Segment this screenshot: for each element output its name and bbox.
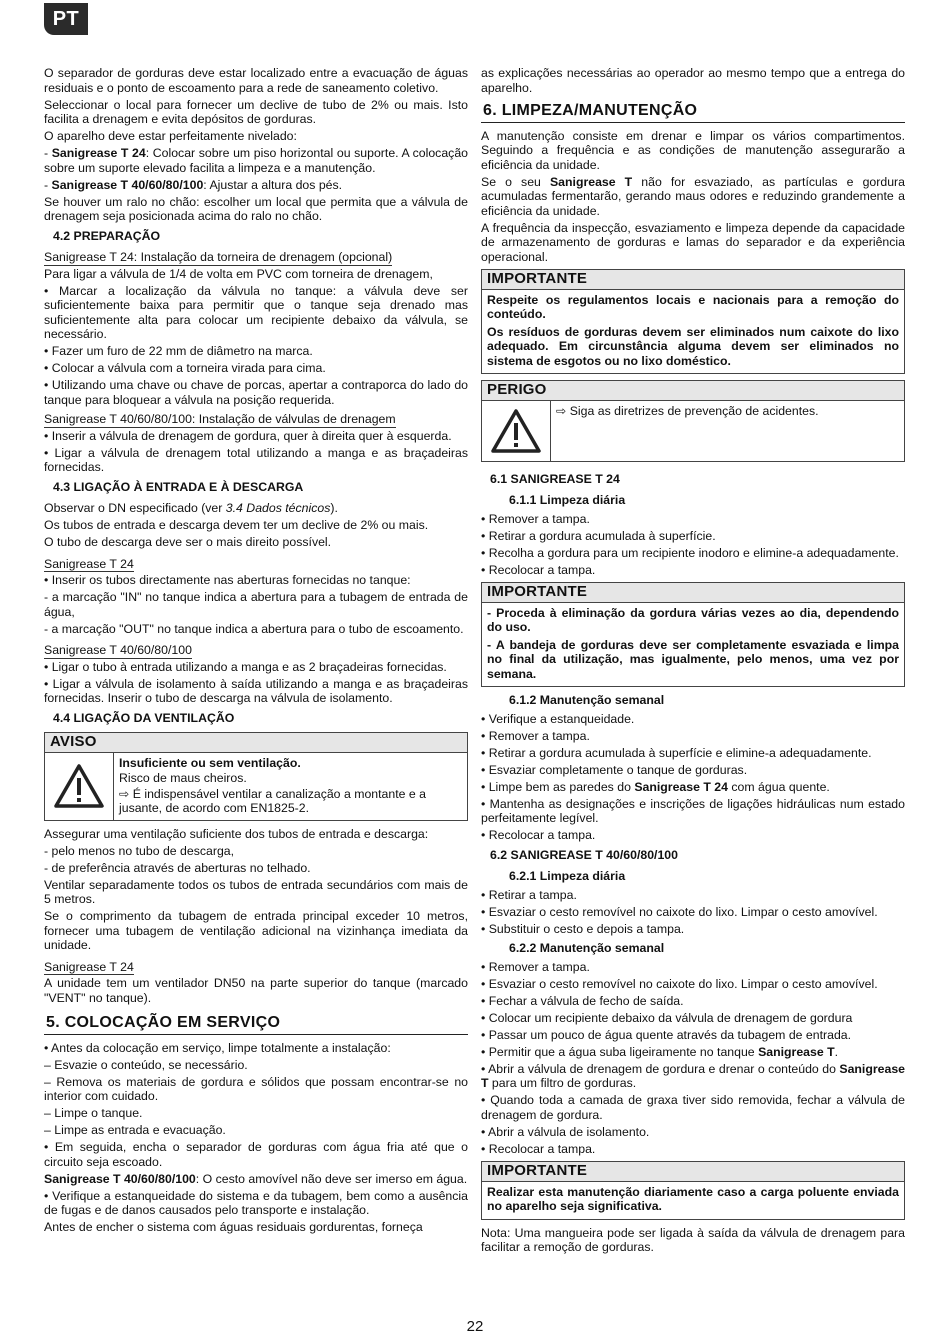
list-item: – Limpe o tanque. bbox=[44, 1106, 143, 1120]
paragraph: - de preferência através de aberturas no telhado. bbox=[44, 860, 311, 875]
list-item: • Recolha a gordura para um recipiente inodoro e elimine-a adequadamente. bbox=[481, 545, 899, 560]
list-item: • Em seguida, encha o separador de gorduras com água fria até que o circuito seja escoado. bbox=[44, 1140, 468, 1169]
list-item: • Esvaziar o cesto removível no caixote do lixo. Limpar o cesto amovível. bbox=[481, 976, 878, 991]
paragraph: - Sanigrease T 40/60/80/100: Ajustar a altura dos pés. bbox=[44, 177, 343, 192]
list-item: – Esvazie o conteúdo, se necessário. bbox=[44, 1057, 248, 1072]
list-item: • Fechar a válvula de fecho de saída. bbox=[481, 993, 684, 1008]
list-item: • Inserir a válvula de drenagem de gordura, quer à direita quer à esquerda. bbox=[44, 428, 452, 443]
aviso-line: Risco de maus cheiros. bbox=[119, 771, 247, 785]
cross-reference-link[interactable]: 3.4 Dados técnicos bbox=[225, 501, 331, 515]
perigo-title: PERIGO bbox=[482, 381, 904, 401]
list-item: • Ligar a válvula de drenagem total utilizando a manga e as braçadeiras fornecidas. bbox=[44, 445, 468, 474]
subheading: Sanigrease T 24 bbox=[44, 959, 134, 974]
list-item: • Verifique a estanqueidade. bbox=[481, 711, 635, 726]
list-item: • Marcar a localização da válvula no tanque: a válvula deve ser suficientemente baixa para permitir que o tanque seja drenado mas suficientemente alta para colocar um recipiente debaixo da válvula, se necessário. bbox=[44, 283, 468, 341]
paragraph: O separador de gorduras deve estar localizado entre a evacuação de águas residuais e o ponto de escoamento para a rede de saneamento coletivo. bbox=[44, 66, 468, 95]
section-heading-6-2: 6.2 SANIGREASE T 40/60/80/100 bbox=[490, 847, 678, 862]
list-item: • Remover a tampa. bbox=[481, 959, 590, 974]
perigo-box bbox=[481, 380, 905, 462]
list-item: • Retirar a tampa. bbox=[481, 887, 577, 902]
paragraph: Sanigrease T 40/60/80/100: O cesto amovível não deve ser imerso em água. bbox=[44, 1171, 468, 1186]
importante-title: IMPORTANTE bbox=[482, 583, 904, 603]
section-heading-4-3: 4.3 LIGAÇÃO À ENTRADA E À DESCARGA bbox=[53, 479, 304, 494]
paragraph: A unidade tem um ventilador DN50 na parte superior do tanque (marcado "VENT" no tanque). bbox=[44, 976, 468, 1005]
paragraph: as explicações necessárias ao operador ao mesmo tempo que a entrega do aparelho. bbox=[481, 66, 905, 95]
aviso-heading: Insuficiente ou sem ventilação. bbox=[119, 755, 301, 770]
paragraph: Seleccionar o local para fornecer um declive de tubo de 2% ou mais. Isto facilita a drenagem e evita depósitos de gorduras. bbox=[44, 97, 468, 126]
subheading: Sanigrease T 24 bbox=[44, 556, 134, 571]
paragraph: Antes de encher o sistema com águas residuais gordurentas, forneça bbox=[44, 1220, 423, 1234]
section-heading-6-2-1: 6.2.1 Limpeza diária bbox=[509, 869, 626, 883]
list-item: – Remova os materiais de gordura e sólidos que possam encontrar-se no interior com cuidado. bbox=[44, 1074, 468, 1103]
importante-title: IMPORTANTE bbox=[482, 1162, 904, 1182]
list-item: • Colocar um recipiente debaixo da válvula de drenagem de gordura bbox=[481, 1010, 853, 1025]
list-item: • Abrir a válvula de drenagem de gordura e drenar o conteúdo do Sanigrease T para um filtro de gorduras. bbox=[481, 1061, 905, 1090]
list-item: • Inserir os tubos directamente nas aberturas fornecidas no tanque: bbox=[44, 573, 411, 587]
list-item: – Limpe as entrada e evacuação. bbox=[44, 1123, 226, 1137]
paragraph: Se o seu Sanigrease T não for esvaziado, as partículas e gordura acumuladas fermentarão, gerando maus odores e reduzindo grandemente a eficiência da unidade. bbox=[481, 174, 905, 218]
list-item: - a marcação "IN" no tanque indica a abertura para a tubagem de entrada de água, bbox=[44, 590, 468, 619]
paragraph: O aparelho deve estar perfeitamente nivelado: bbox=[44, 129, 297, 143]
perigo-line: ⇨ Siga as diretrizes de prevenção de acidentes. bbox=[556, 403, 819, 418]
importante-title: IMPORTANTE bbox=[482, 270, 904, 290]
paragraph: - pelo menos no tubo de descarga, bbox=[44, 843, 235, 858]
paragraph: A frequência da inspecção, esvaziamento e limpeza depende da capacidade de armazenamento de gorduras e lamas do separador e da experiência operacional. bbox=[481, 220, 905, 264]
warning-triangle-icon bbox=[45, 753, 114, 820]
section-heading-6-1: 6.1 SANIGREASE T 24 bbox=[490, 471, 620, 486]
list-item: • Verifique a estanqueidade do sistema e da tubagem, bem como a ausência de fugas e de danos causados pelo transporte e instalação. bbox=[44, 1188, 468, 1217]
list-item: • Retirar a gordura acumulada à superfície e elimine-a adequadamente. bbox=[481, 745, 872, 760]
importante-box bbox=[481, 582, 905, 687]
section-heading-4-4: 4.4 LIGAÇÃO DA VENTILAÇÃO bbox=[53, 710, 235, 725]
right-column bbox=[481, 66, 905, 1257]
list-item: • Abrir a válvula de isolamento. bbox=[481, 1124, 650, 1139]
list-item: • Substituir o cesto e depois a tampa. bbox=[481, 921, 685, 936]
paragraph: Assegurar uma ventilação suficiente dos tubos de entrada e descarga: bbox=[44, 826, 429, 841]
list-item: • Colocar a válvula com a torneira virada para cima. bbox=[44, 361, 326, 375]
list-item: • Utilizando uma chave ou chave de porcas, apertar a contraporca do lado do tanque para bloquear a válvula na posição requerida. bbox=[44, 378, 468, 407]
list-item: • Limpe bem as paredes do Sanigrease T 24 com água quente. bbox=[481, 779, 830, 794]
paragraph: O tubo de descarga deve ser o mais direito possível. bbox=[44, 535, 332, 549]
list-item: • Remover a tampa. bbox=[481, 728, 590, 743]
importante-box bbox=[481, 1161, 905, 1220]
list-item: • Recolocar a tampa. bbox=[481, 562, 596, 577]
paragraph: Se houver um ralo no chão: escolher um local que permita que a válvula de drenagem seja posicionada acima do ralo no chão. bbox=[44, 194, 468, 223]
paragraph: Ventilar separadamente todos os tubos de entrada secundários com mais de 5 metros. bbox=[44, 877, 468, 906]
list-item: • Esvaziar o cesto removível no caixote do lixo. Limpar o cesto amovível. bbox=[481, 904, 878, 919]
list-item: • Quando toda a camada de graxa tiver sido removida, fechar a válvula de drenagem de gordura. bbox=[481, 1093, 905, 1122]
paragraph: - Sanigrease T 24: Colocar sobre um piso horizontal ou suporte. A colocação sobre um suporte elevado facilita a limpeza e a manutenção. bbox=[44, 146, 468, 175]
left-column bbox=[44, 66, 468, 1237]
paragraph: Se o comprimento da tubagem de entrada principal exceder 10 metros, fornecer uma tubagem de ventilação adicional na vizinhança imediata da unidade. bbox=[44, 909, 468, 952]
subheading: Sanigrease T 40/60/80/100: Instalação de válvulas de drenagem bbox=[44, 412, 396, 426]
paragraph: A manutenção consiste em drenar e limpar os vários compartimentos. Seguindo a frequência e as condições de manutenção assegurarão a eficiência da unidade. bbox=[481, 128, 905, 172]
section-heading-6: 6. LIMPEZA/MANUTENÇÃO bbox=[481, 104, 905, 123]
subheading: Sanigrease T 40/60/80/100 bbox=[44, 643, 192, 657]
subheading: Sanigrease T 24: Instalação da torneira de drenagem (opcional) bbox=[44, 250, 393, 264]
importante-line: Respeite os regulamentos locais e nacionais para a remoção do conteúdo. bbox=[487, 292, 899, 321]
note: Nota: Uma mangueira pode ser ligada à saída da válvula de drenagem para facilitar a remoção de gorduras. bbox=[481, 1225, 905, 1254]
section-heading-6-1-2: 6.1.2 Manutenção semanal bbox=[509, 693, 665, 707]
list-item: • Permitir que a água suba ligeiramente no tanque Sanigrease T. bbox=[481, 1044, 839, 1059]
paragraph: Os tubos de entrada e descarga devem ter um declive de 2% ou mais. bbox=[44, 518, 429, 532]
list-item: • Ligar a válvula de isolamento à saída utilizando a manga e as braçadeiras fornecidas. Inserir o tubo de descarga na válvula de isolamento. bbox=[44, 676, 468, 705]
list-item: • Ligar o tubo à entrada utilizando a manga e as 2 braçadeiras fornecidas. bbox=[44, 659, 447, 674]
warning-triangle-icon bbox=[482, 401, 551, 461]
section-heading-4-2: 4.2 PREPARAÇÃO bbox=[53, 228, 161, 243]
list-item: - a marcação "OUT" no tanque indica a abertura para o tubo de escoamento. bbox=[44, 621, 464, 636]
list-item: • Recolocar a tampa. bbox=[481, 828, 596, 842]
section-heading-6-1-1: 6.1.1 Limpeza diária bbox=[509, 493, 626, 507]
list-item: • Retirar a gordura acumulada à superfície. bbox=[481, 528, 716, 543]
paragraph: Para ligar a válvula de 1/4 de volta em PVC com torneira de drenagem, bbox=[44, 266, 433, 281]
list-item: • Mantenha as designações e inscrições de ligações hidráulicas num estado perfeitamente legível. bbox=[481, 796, 905, 825]
importante-box bbox=[481, 269, 905, 374]
importante-line: - Proceda à eliminação da gordura várias vezes ao dia, dependendo do uso. bbox=[487, 605, 899, 634]
page-number: 22 bbox=[466, 1318, 484, 1335]
language-tab: PT bbox=[44, 3, 88, 35]
list-item: • Fazer um furo de 22 mm de diâmetro na marca. bbox=[44, 344, 313, 358]
aviso-title: AVISO bbox=[45, 733, 467, 753]
list-item: • Antes da colocação em serviço, limpe totalmente a instalação: bbox=[44, 1040, 391, 1055]
section-heading-6-2-2: 6.2.2 Manutenção semanal bbox=[509, 941, 665, 955]
importante-line: Realizar esta manutenção diariamente caso a carga poluente enviada no aparelho seja significativa. bbox=[487, 1184, 899, 1213]
importante-line: Os resíduos de gorduras devem ser eliminados num caixote do lixo adequado. Em circunstância alguma devem ser eliminados no sistema de esgotos ou no lixo doméstico. bbox=[487, 324, 899, 368]
section-heading-5: 5. COLOCAÇÃO EM SERVIÇO bbox=[44, 1016, 468, 1035]
list-item: • Esvaziar completamente o tanque de gorduras. bbox=[481, 762, 748, 777]
aviso-box bbox=[44, 732, 468, 821]
list-item: • Recolocar a tampa. bbox=[481, 1141, 596, 1156]
list-item: • Passar um pouco de água quente através da tubagem de entrada. bbox=[481, 1027, 852, 1042]
paragraph: Observar o DN especificado (ver 3.4 Dados técnicos). bbox=[44, 501, 338, 515]
aviso-line: ⇨ É indispensável ventilar a canalização a montante e a jusante, de acordo com EN1825-2. bbox=[119, 786, 426, 815]
importante-line: - A bandeja de gorduras deve ser completamente esvaziada e limpa no final da utilização, mas igualmente, pelo menos, uma vez por semana. bbox=[487, 637, 899, 681]
list-item: • Remover a tampa. bbox=[481, 511, 590, 526]
